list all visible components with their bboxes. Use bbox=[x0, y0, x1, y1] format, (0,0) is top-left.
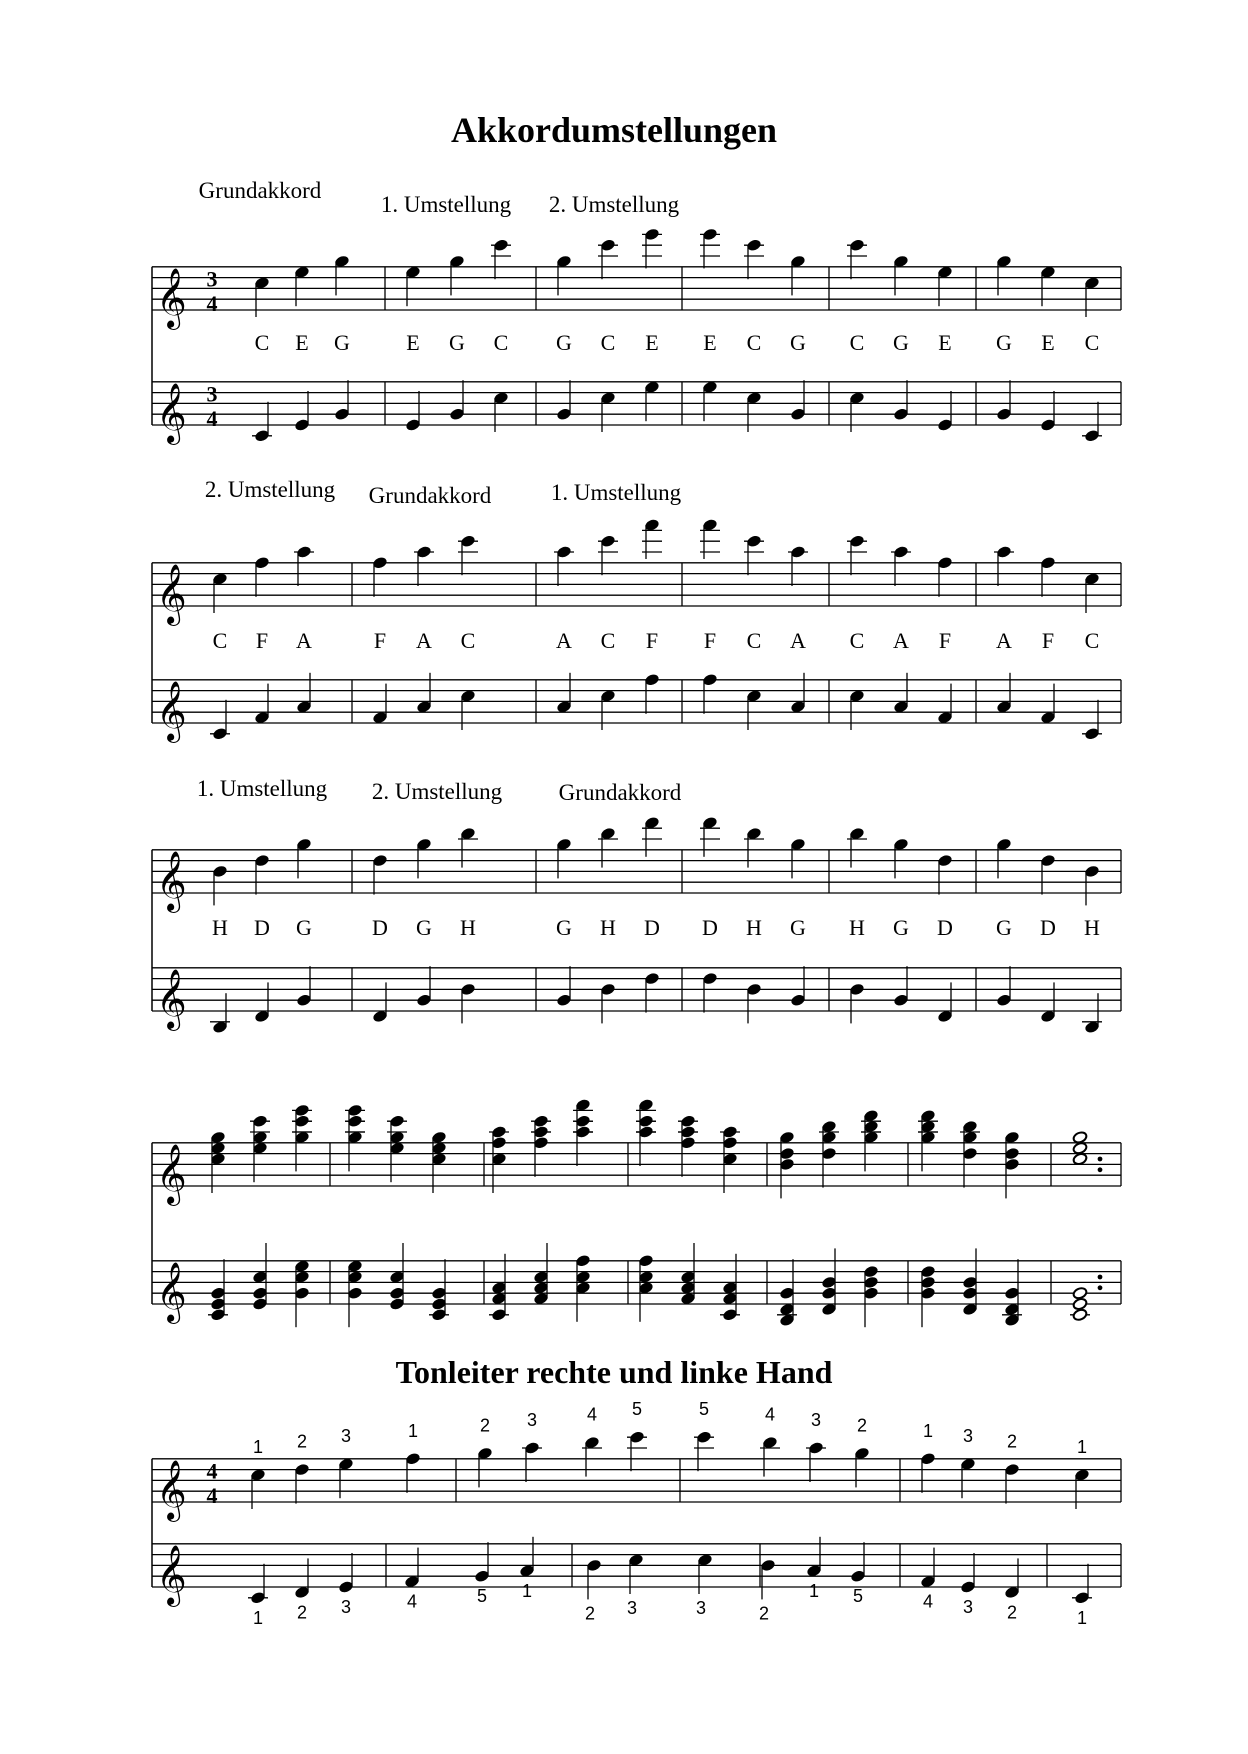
treble-clef-icon: 𝄞 bbox=[156, 566, 187, 623]
finger-number: 3 bbox=[695, 1598, 707, 1618]
note-name: F bbox=[1041, 628, 1055, 653]
finger-number: 3 bbox=[962, 1426, 974, 1447]
finger-number: 3 bbox=[626, 1598, 638, 1618]
note-name: E bbox=[938, 330, 952, 355]
note-name: G bbox=[893, 330, 909, 355]
note-name: G bbox=[790, 915, 806, 940]
note-name: H bbox=[600, 915, 616, 940]
treble-clef-icon: 𝄞 bbox=[156, 1462, 187, 1519]
treble-clef-icon: 𝄞 bbox=[156, 971, 187, 1028]
finger-number: 3 bbox=[340, 1597, 352, 1617]
inversion-label: Grundakkord bbox=[368, 483, 492, 508]
note-head bbox=[1072, 1152, 1088, 1165]
finger-number: 1 bbox=[808, 1580, 820, 1601]
note-name: G bbox=[449, 330, 465, 355]
inversion-label: 1. Umstellung bbox=[196, 776, 328, 801]
note-name: G bbox=[996, 330, 1012, 355]
note-name: D bbox=[372, 915, 388, 940]
inversion-label: 2. Umstellung bbox=[371, 779, 503, 804]
finger-number: 5 bbox=[852, 1586, 864, 1607]
note-name: F bbox=[645, 628, 659, 653]
note-name: C bbox=[212, 628, 228, 653]
note-name: E bbox=[295, 330, 309, 355]
note-name: A bbox=[893, 628, 909, 653]
inversion-label: 2. Umstellung bbox=[204, 477, 336, 502]
finger-number: 4 bbox=[922, 1591, 934, 1612]
note-name: C bbox=[849, 628, 865, 653]
finger-number: 2 bbox=[479, 1415, 491, 1436]
finger-number: 2 bbox=[1006, 1602, 1018, 1623]
note-name: F bbox=[938, 628, 952, 653]
finger-number: 1 bbox=[922, 1420, 934, 1441]
note-name: F bbox=[255, 628, 269, 653]
note-name: G bbox=[416, 915, 432, 940]
treble-clef-icon: 𝄞 bbox=[156, 1264, 187, 1321]
note-name: C bbox=[254, 330, 270, 355]
finger-number: 4 bbox=[764, 1404, 776, 1425]
finger-number: 1 bbox=[1076, 1607, 1088, 1628]
note-name: G bbox=[996, 915, 1012, 940]
note-name: A bbox=[416, 628, 432, 653]
note-name: D bbox=[644, 915, 660, 940]
note-name: G bbox=[790, 330, 806, 355]
finger-number: 1 bbox=[252, 1437, 264, 1457]
finger-number: 3 bbox=[340, 1426, 352, 1447]
note-name: H bbox=[212, 915, 228, 940]
note-name: F bbox=[373, 628, 387, 653]
finger-number: 3 bbox=[526, 1410, 538, 1430]
finger-number: 1 bbox=[407, 1420, 419, 1441]
treble-clef-icon: 𝄞 bbox=[156, 385, 187, 442]
note-head bbox=[1072, 1308, 1088, 1321]
note-name: D bbox=[254, 915, 270, 940]
finger-number: 2 bbox=[1006, 1431, 1018, 1452]
finger-number: 5 bbox=[476, 1586, 488, 1607]
repeat-dot bbox=[1098, 1167, 1103, 1172]
note-name: G bbox=[334, 330, 350, 355]
note-head bbox=[1072, 1297, 1088, 1310]
note-name: E bbox=[1041, 330, 1055, 355]
note-name: G bbox=[556, 330, 572, 355]
finger-number: 3 bbox=[962, 1597, 974, 1617]
note-name: C bbox=[460, 628, 476, 653]
finger-number: 2 bbox=[856, 1415, 868, 1436]
treble-clef-icon: 𝄞 bbox=[156, 683, 187, 740]
scale-title: Tonleiter rechte und linke Hand bbox=[395, 1354, 833, 1390]
note-name: G bbox=[296, 915, 312, 940]
note-name: A bbox=[296, 628, 312, 653]
note-name: H bbox=[746, 915, 762, 940]
repeat-dot bbox=[1098, 1157, 1103, 1162]
treble-clef-icon: 𝄞 bbox=[156, 1547, 187, 1604]
treble-clef-icon: 𝄞 bbox=[156, 853, 187, 910]
note-name: F bbox=[703, 628, 717, 653]
note-name: E bbox=[703, 330, 717, 355]
finger-number: 3 bbox=[810, 1410, 822, 1430]
inversion-label: Grundakkord bbox=[558, 780, 682, 805]
treble-clef-icon: 𝄞 bbox=[156, 270, 187, 327]
note-head bbox=[1072, 1286, 1088, 1299]
note-name: H bbox=[1084, 915, 1100, 940]
note-name: A bbox=[556, 628, 572, 653]
note-name: D bbox=[702, 915, 718, 940]
finger-number: 4 bbox=[406, 1591, 418, 1612]
finger-number: 1 bbox=[1076, 1437, 1088, 1457]
note-name: E bbox=[406, 330, 420, 355]
note-name: E bbox=[645, 330, 659, 355]
finger-number: 5 bbox=[631, 1399, 643, 1420]
finger-number: 2 bbox=[584, 1603, 596, 1624]
note-name: C bbox=[746, 628, 762, 653]
inversion-label: 1. Umstellung bbox=[380, 192, 512, 217]
page-title: Akkordumstellungen bbox=[450, 110, 778, 150]
note-name: C bbox=[600, 628, 616, 653]
time-signature-top: 3 bbox=[206, 381, 218, 407]
music-notation bbox=[152, 178, 1121, 1628]
finger-number: 2 bbox=[758, 1603, 770, 1624]
inversion-label: Grundakkord bbox=[198, 178, 322, 203]
finger-number: 5 bbox=[698, 1399, 710, 1420]
note-head bbox=[1072, 1131, 1088, 1144]
inversion-label: 2. Umstellung bbox=[548, 192, 680, 217]
note-name: A bbox=[790, 628, 806, 653]
treble-clef-icon: 𝄞 bbox=[156, 1146, 187, 1203]
time-signature-top: 4 bbox=[206, 1458, 218, 1484]
note-name: D bbox=[937, 915, 953, 940]
note-name: H bbox=[460, 915, 476, 940]
repeat-dot bbox=[1098, 1275, 1103, 1280]
finger-number: 2 bbox=[296, 1431, 308, 1452]
note-name: D bbox=[1040, 915, 1056, 940]
inversion-label: 1. Umstellung bbox=[550, 480, 682, 505]
time-signature-top: 3 bbox=[206, 266, 218, 292]
finger-number: 2 bbox=[296, 1602, 308, 1623]
time-signature-bottom: 4 bbox=[206, 291, 218, 316]
finger-number: 4 bbox=[586, 1404, 598, 1425]
note-head bbox=[1072, 1141, 1088, 1154]
note-name: G bbox=[556, 915, 572, 940]
note-name: H bbox=[849, 915, 865, 940]
time-signature-bottom: 4 bbox=[206, 406, 218, 431]
note-name: C bbox=[1084, 330, 1100, 355]
note-name: C bbox=[849, 330, 865, 355]
note-name: C bbox=[600, 330, 616, 355]
note-name: G bbox=[893, 915, 909, 940]
repeat-dot bbox=[1098, 1285, 1103, 1290]
finger-number: 1 bbox=[252, 1607, 264, 1628]
note-name: C bbox=[1084, 628, 1100, 653]
note-name: A bbox=[996, 628, 1012, 653]
time-signature-bottom: 4 bbox=[206, 1483, 218, 1508]
note-name: C bbox=[746, 330, 762, 355]
finger-number: 1 bbox=[521, 1580, 533, 1601]
note-name: C bbox=[493, 330, 509, 355]
